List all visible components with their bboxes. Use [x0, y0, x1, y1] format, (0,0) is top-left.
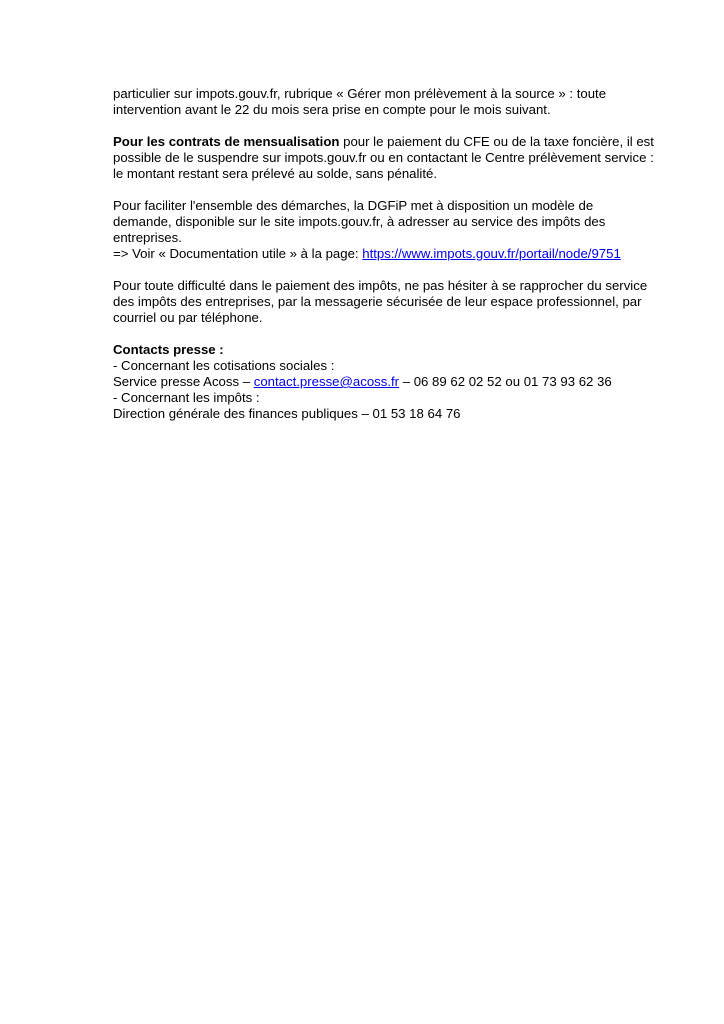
text-line	[113, 246, 662, 262]
press-contacts	[113, 342, 662, 422]
text-line: - Concernant les impôts :	[113, 390, 260, 405]
text-line	[113, 374, 662, 390]
text-line: Pour toute difficulté dans le paiement des impôts, ne pas hésiter à se rapprocher du service	[113, 278, 648, 293]
text-line	[113, 134, 662, 150]
text-fragment: Service presse Acoss –	[113, 374, 254, 389]
text-line: Direction générale des finances publiques – 01 53 18 64 76	[113, 406, 461, 421]
acoss-email-link[interactable]: contact.presse@acoss.fr	[253, 374, 400, 389]
text-line: des impôts des entreprises, par la messagerie sécurisée de leur espace professionnel, par	[113, 294, 642, 309]
document-page	[113, 86, 662, 422]
paragraph-prelevement-source	[113, 86, 662, 118]
text-fragment: – 06 89 62 02 52 ou 01 73 93 62 36	[399, 374, 612, 389]
text-fragment: => Voir « Documentation utile » à la page:	[113, 246, 363, 261]
text-line: particulier sur impots.gouv.fr, rubrique « Gérer mon prélèvement à la source » : toute	[113, 86, 607, 101]
text-line: demande, disponible sur le site impots.gouv.fr, à adresser au service des impôts des	[113, 214, 606, 229]
text-line: courriel ou par téléphone.	[113, 310, 263, 325]
mensualisation-bold-lead: Pour les contrats de mensualisation	[113, 134, 340, 149]
paragraph-difficulte	[113, 278, 662, 326]
text-line: intervention avant le 22 du mois sera prise en compte pour le mois suivant.	[113, 102, 551, 117]
documentation-link[interactable]: https://www.impots.gouv.fr/portail/node/9751	[362, 246, 621, 261]
text-line: entreprises.	[113, 230, 182, 245]
text-fragment: pour le paiement du CFE ou de la taxe foncière, il est	[339, 134, 654, 149]
paragraph-documentation	[113, 198, 662, 262]
text-line: Pour faciliter l'ensemble des démarches, la DGFiP met à disposition un modèle de	[113, 198, 594, 213]
text-line: possible de le suspendre sur impots.gouv.fr ou en contactant le Centre prélèvement service :	[113, 150, 654, 165]
text-line: - Concernant les cotisations sociales :	[113, 358, 335, 373]
text-line: le montant restant sera prélevé au solde, sans pénalité.	[113, 166, 438, 181]
contacts-heading: Contacts presse :	[113, 342, 224, 357]
paragraph-mensualisation	[113, 134, 662, 182]
